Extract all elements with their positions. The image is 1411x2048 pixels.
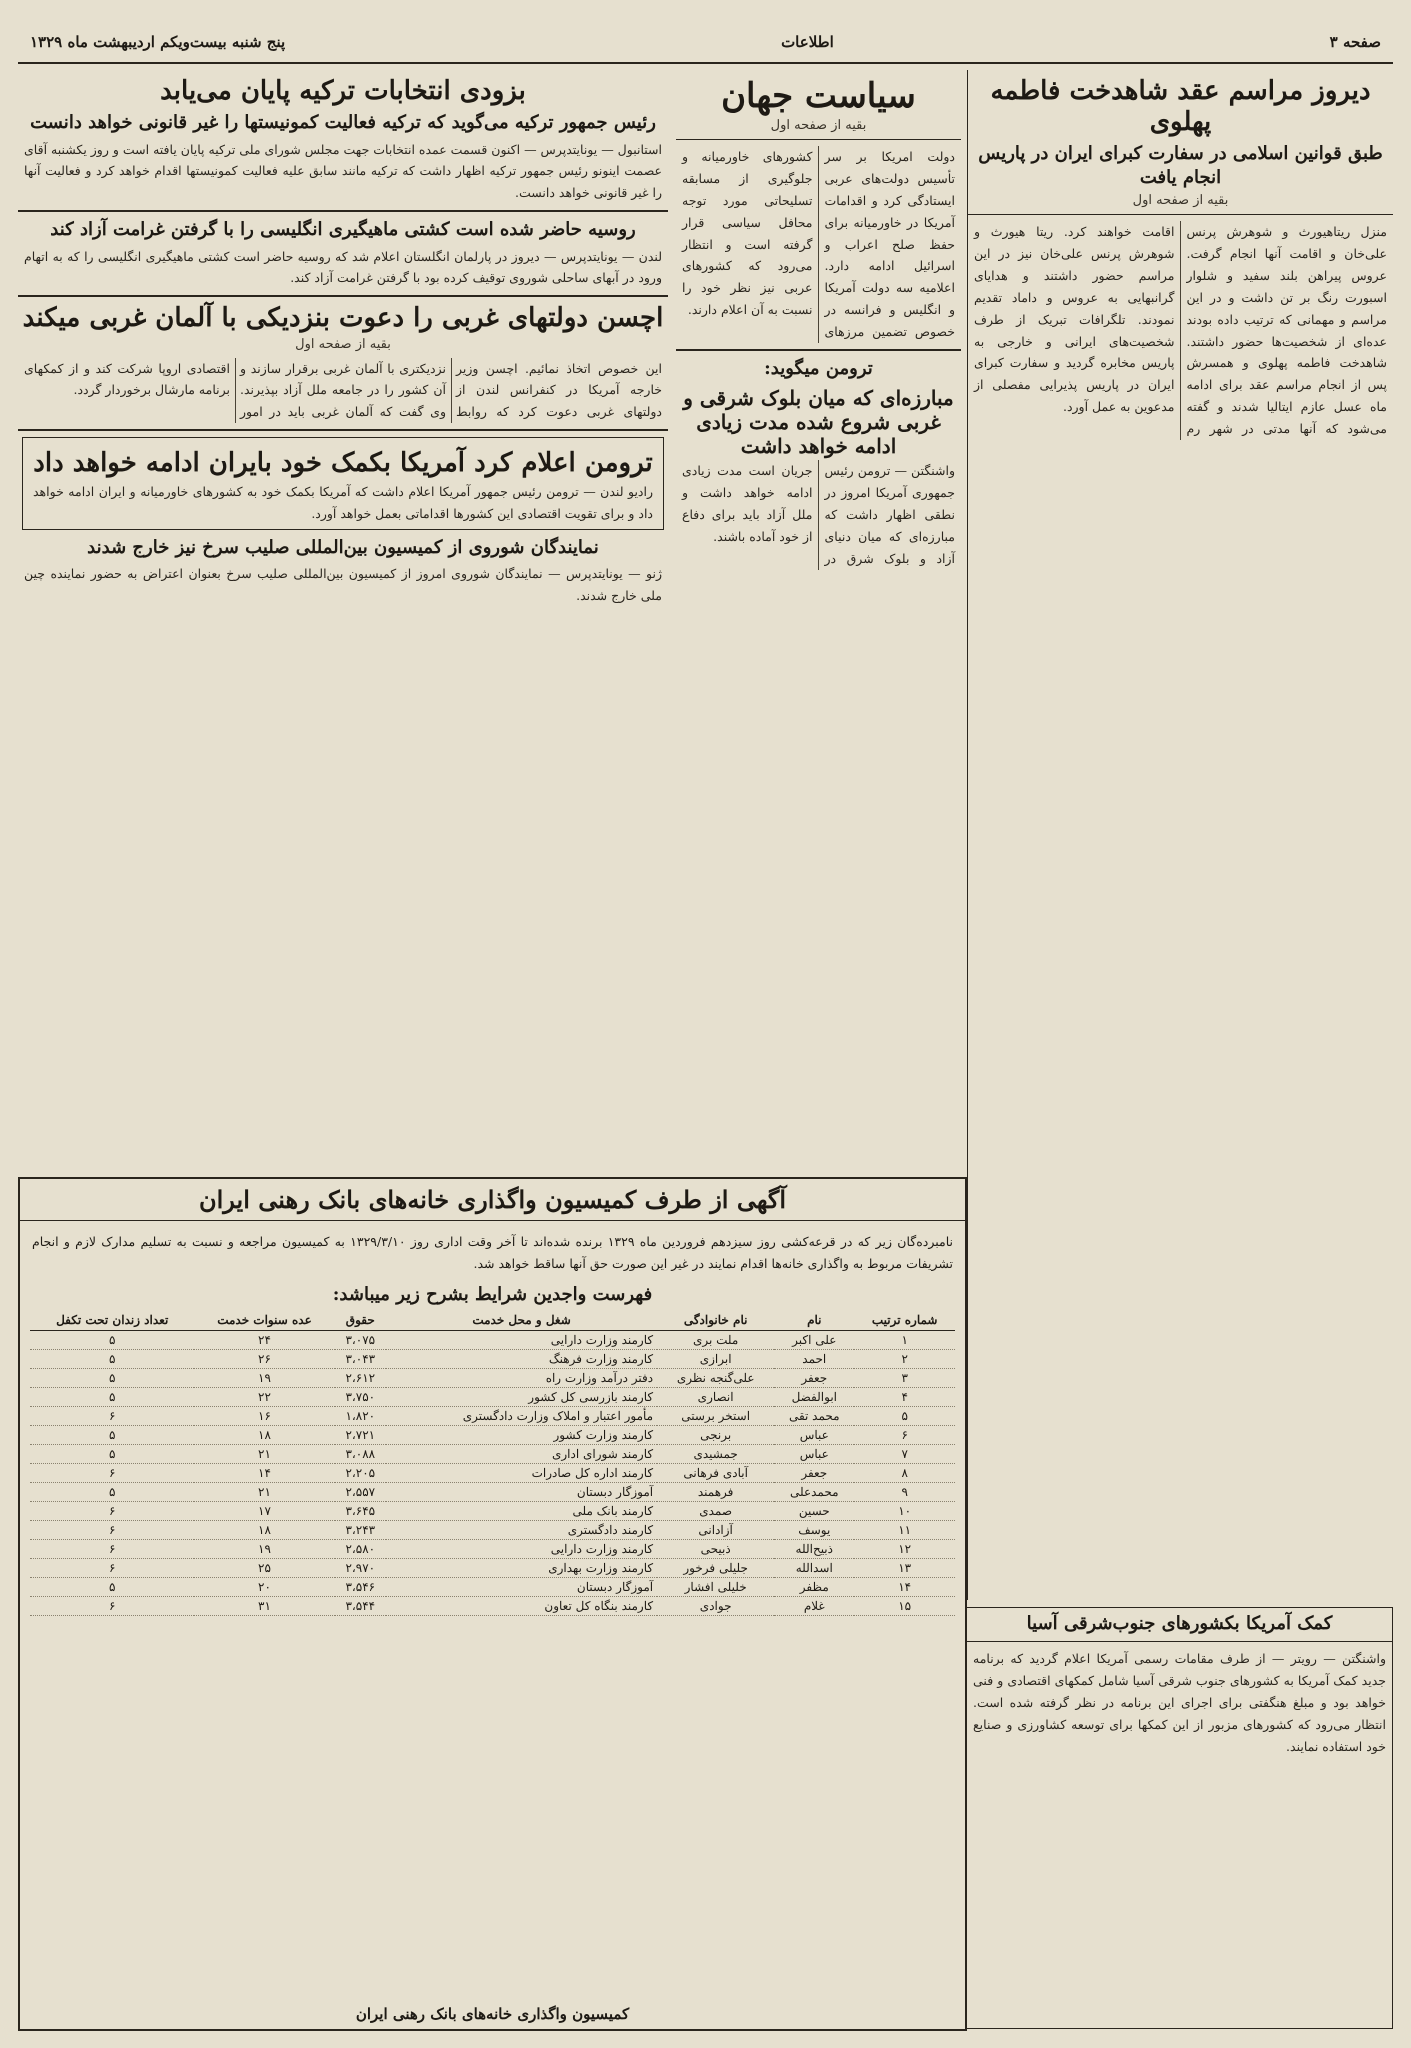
table-cell: کارمند وزارت فرهنگ (386, 1350, 657, 1369)
col-header: شماره ترتیب (854, 1310, 955, 1331)
table-cell: کارمند بنگاه کل تعاون (386, 1597, 657, 1616)
table-cell: ابوالفضل (774, 1388, 854, 1407)
table-cell: کارمند وزارت دارایی (386, 1331, 657, 1350)
middle-column (676, 70, 961, 950)
table-cell: ۳،۵۴۶ (335, 1578, 386, 1597)
table-cell: صمدی (657, 1502, 774, 1521)
table-row (30, 1388, 955, 1407)
continued-note: بقیه از صفحه اول (1132, 193, 1229, 209)
table-cell: محمد تقی (774, 1407, 854, 1426)
table-cell: ۲،۹۷۰ (335, 1559, 386, 1578)
table-cell: انصاری (657, 1388, 774, 1407)
table-cell: ابرازی (657, 1350, 774, 1369)
table-cell: ۲۴ (194, 1331, 334, 1350)
truman-iran-body: رادیو لندن — ترومن رئیس جمهور آمریکا اعلام داشت که آمریکا بکمک خود به کشورهای خاورمیانه و ایران ادامه خواهد داد و برای تقویت اقتصادی این کشورها اقداماتی بعمل خواهد آورد. (33, 484, 653, 522)
turkey-headline: بزودی انتخابات ترکیه پایان می‌یابد (160, 76, 526, 106)
table-cell: علی‌گنجه نظری (657, 1369, 774, 1388)
table-cell: ۱۱ (854, 1521, 955, 1540)
table-cell: ۵ (30, 1331, 194, 1350)
table-cell: جمشیدی (657, 1445, 774, 1464)
table-cell: ۱۰ (854, 1502, 955, 1521)
table-cell: ۹ (854, 1483, 955, 1502)
wedding-headline: دیروز مراسم عقد شاهدخت فاطمه پهلوی (990, 76, 1371, 138)
table-cell: عباس (774, 1426, 854, 1445)
table-row (30, 1369, 955, 1388)
table-cell: ۲،۵۵۷ (335, 1483, 386, 1502)
table-cell: جلیلی فرخور (657, 1559, 774, 1578)
table-row (30, 1445, 955, 1464)
table-cell: ذبیحی (657, 1540, 774, 1559)
truman-iran-box (22, 437, 664, 530)
ad-text: نامبرده‌گان زیر که در قرعه‌کشی روز سیزدهم فروردین ماه ۱۳۲۹ برنده شده‌اند تا آخر وقت اداری روز ۱۳۲۹/۳/۱۰ به کمیسیون مراجعه و نسبت به تسلیم مدارک لازم و انجام تشریفات مربوط به واگذاری خانه‌ها اقدام نمایند در غیر این صورت حق آنها ساقط خواهد شد. (32, 1234, 953, 1271)
truman-iran-headline: ترومن اعلام کرد آمریکا بکمک خود بایران ادامه خواهد داد (33, 448, 653, 479)
table-cell: خلیلی افشار (657, 1578, 774, 1597)
col-header: نام خانوادگی (657, 1310, 774, 1331)
table-cell: ۲۲ (194, 1388, 334, 1407)
asia-aid-body: واشنگتن — رویتر — از طرف مقامات رسمی آمریکا اعلام گردید که برنامه جدید کمک آمریکا به کشورهای جنوب شرقی آسیا شامل کمکهای اقتصادی و فنی خواهد بود و مبلغ هنگفتی برای اجرای این برنامه در نظر گرفته شده است. انتظار می‌رود که کشورهای مزبور از این کمکها برای توسعه کشاورزی و صنایع خود استفاده نمایند. (973, 1651, 1386, 1754)
right-column (967, 70, 1393, 1600)
table-row (30, 1578, 955, 1597)
table-cell: ۶ (30, 1521, 194, 1540)
table-cell: احمد (774, 1350, 854, 1369)
table-cell: ۶ (30, 1407, 194, 1426)
eligible-list-table (30, 1310, 955, 1616)
table-cell: کارمند شورای اداری (386, 1445, 657, 1464)
table-cell: ۷ (854, 1445, 955, 1464)
table-cell: ۶ (30, 1464, 194, 1483)
table-cell: ۲ (854, 1350, 955, 1369)
table-cell: ۱۹ (194, 1540, 334, 1559)
table-cell: ملت بری (657, 1331, 774, 1350)
table-cell: محمدعلی (774, 1483, 854, 1502)
table-row (30, 1331, 955, 1350)
table-cell: مأمور اعتبار و املاک وزارت دادگستری (386, 1407, 657, 1426)
table-cell: جعفر (774, 1464, 854, 1483)
table-row (30, 1597, 955, 1616)
table-cell: ۲،۶۱۲ (335, 1369, 386, 1388)
table-cell: فرهمند (657, 1483, 774, 1502)
table-cell: کارمند اداره کل صادرات (386, 1464, 657, 1483)
table-cell: ۳ (854, 1369, 955, 1388)
table-row (30, 1559, 955, 1578)
continued-note: بقیه از صفحه اول (770, 118, 867, 133)
table-cell: کارمند بازرسی کل کشور (386, 1388, 657, 1407)
table-cell: ۲۵ (194, 1559, 334, 1578)
table-cell: آبادی فرهانی (657, 1464, 774, 1483)
table-row (30, 1540, 955, 1559)
table-cell: ذبیح‌الله (774, 1540, 854, 1559)
table-cell: ۱۵ (854, 1597, 955, 1616)
table-cell: ۱۸ (194, 1521, 334, 1540)
table-cell: مظفر (774, 1578, 854, 1597)
table-cell: ۳،۲۴۳ (335, 1521, 386, 1540)
table-cell: ۵ (30, 1445, 194, 1464)
asia-aid-box (966, 1607, 1393, 2029)
table-cell: ۲،۵۸۰ (335, 1540, 386, 1559)
table-cell: ۳،۰۷۵ (335, 1331, 386, 1350)
truman-headline: مبارزه‌ای که میان بلوک شرقی و غربی شروع شده مدت زیادی ادامه خواهد داشت (683, 386, 954, 459)
newspaper-page (18, 22, 1393, 2032)
table-cell: عباس (774, 1445, 854, 1464)
table-cell: ۴ (854, 1388, 955, 1407)
table-cell: کارمند وزارت بهداری (386, 1559, 657, 1578)
table-cell: ۳،۰۸۸ (335, 1445, 386, 1464)
table-row (30, 1483, 955, 1502)
table-cell: ۱۸ (194, 1426, 334, 1445)
world-politics-body: دولت امریکا بر سر تأسیس دولت‌های عربی ایستادگی کرد و اقدامات آمریکا در خاورمیانه برای حفظ صلح اعراب و اسرائیل ادامه دارد. اعلامیه سه دولت آمریکا و انگلیس و فرانسه در خصوص تضمین مرزهای کشورهای خاورمیانه و جلوگیری از مسابقه تسلیحاتی مورد توجه محافل سیاسی قرار گرفته است و انتظار می‌رود که کشورهای عربی نیز نظر خود را نسبت به آن اعلام دارند. (682, 149, 955, 339)
table-cell: ۵ (30, 1350, 194, 1369)
ad-list-title: فهرست واجدین شرایط بشرح زیر میباشد: (332, 1283, 653, 1305)
table-cell: ۲۰ (194, 1578, 334, 1597)
table-cell: ۸ (854, 1464, 955, 1483)
left-column (18, 70, 668, 1000)
ad-title: آگهی از طرف کمیسیون واگذاری خانه‌های بانک رهنی ایران (20, 1185, 965, 1221)
acheson-headline: اچسن دولتهای غربی را دعوت بنزدیکی با آلمان غربی میکند (22, 303, 664, 334)
table-cell: اسدالله (774, 1559, 854, 1578)
col-header: شغل و محل خدمت (386, 1310, 657, 1331)
col-header: حقوق (335, 1310, 386, 1331)
table-cell: علی اکبر (774, 1331, 854, 1350)
table-header-row (30, 1310, 955, 1331)
table-cell: ۳،۰۴۳ (335, 1350, 386, 1369)
col-header: عده‌ سنوات خدمت (194, 1310, 334, 1331)
table-cell: کارمند وزارت دارایی (386, 1540, 657, 1559)
table-cell: آموزگار دبستان (386, 1578, 657, 1597)
table-cell: کارمند بانک ملی (386, 1502, 657, 1521)
table-row (30, 1426, 955, 1445)
table-cell: ۶ (30, 1502, 194, 1521)
table-cell: ۱۴ (194, 1464, 334, 1483)
table-cell: دفتر درآمد وزارت راه (386, 1369, 657, 1388)
table-cell: ۳۱ (194, 1597, 334, 1616)
table-cell: ۲۱ (194, 1445, 334, 1464)
newspaper-name: اطلاعات (781, 33, 834, 51)
col-header: تعداد زندان تحت تکفل (30, 1310, 194, 1331)
table-cell: ۳،۷۵۰ (335, 1388, 386, 1407)
table-cell: کارمند دادگستری (386, 1521, 657, 1540)
table-cell: غلام (774, 1597, 854, 1616)
mortgage-bank-advertisement (18, 1177, 967, 2031)
table-cell: ۲۶ (194, 1350, 334, 1369)
table-cell: ۵ (30, 1369, 194, 1388)
table-row (30, 1350, 955, 1369)
turkey-body: استانبول — یونایتدپرس — اکنون قسمت عمده انتخابات جهت مجلس شورای ملی ترکیه پایان یافته است و روز یکشنبه آقای عصمت اینونو رئیس جمهور ترکیه اظهار داشت که ترکیه مانند سابق علیه فعالیت کمونیستها اقدام خواهد کرد و فعالیت آنها را غیر قانونی خواهد دانست. (24, 141, 662, 201)
table-cell: ۶ (30, 1597, 194, 1616)
table-cell: ۱،۸۲۰ (335, 1407, 386, 1426)
table-cell: ۲۱ (194, 1483, 334, 1502)
ad-footer: کمیسیون واگذاری خانه‌های بانک رهنی ایران (355, 2005, 630, 2023)
red-cross-headline: نمایندگان شوروی از کمیسیون بین‌المللی صلیب سرخ نیز خارج شدند (87, 537, 599, 559)
table-cell: ۵ (30, 1388, 194, 1407)
table-cell: ۱۹ (194, 1369, 334, 1388)
fishing-ship-body: لندن — یونایتدپرس — دیروز در پارلمان انگلستان اعلام شد که روسیه حاضر است کشتی ماهیگیری انگلیسی را که به اتهام ورود در آبهای ساحلی شوروی توقیف کرده بود با گرفتن غرامت آزاد کند. (24, 248, 662, 286)
fishing-ship-headline: روسیه حاضر شده است کشتی ماهیگیری انگلیسی را با گرفتن غرامت آزاد کند (50, 219, 636, 241)
table-cell: استخر برستی (657, 1407, 774, 1426)
table-cell: ۱ (854, 1331, 955, 1350)
table-cell: ۱۴ (854, 1578, 955, 1597)
table-cell: آزادانی (657, 1521, 774, 1540)
continued-note: بقیه از صفحه اول (295, 336, 391, 352)
table-cell: جعفر (774, 1369, 854, 1388)
table-cell: کارمند وزارت کشور (386, 1426, 657, 1445)
table-cell: یوسف (774, 1521, 854, 1540)
table-cell: ۵ (30, 1426, 194, 1445)
table-cell: آموزگار دبستان (386, 1483, 657, 1502)
table-row (30, 1502, 955, 1521)
table-row (30, 1464, 955, 1483)
truman-body: واشنگتن — ترومن رئیس جمهوری آمریکا امروز در نطقی اظهار داشت که مبارزه‌ای که میان دنیای آزاد و بلوک شرق در جریان است مدت زیادی ادامه خواهد داشت و ملل آزاد باید برای دفاع از خود آماده باشند. (682, 463, 955, 566)
table-cell: ۶ (30, 1559, 194, 1578)
turkey-subheadline: رئیس جمهور ترکیه می‌گوید که ترکیه فعالیت کمونیستها را غیر قانونی خواهد دانست (30, 112, 656, 134)
col-header: نام (774, 1310, 854, 1331)
wedding-subheadline: طبق قوانین اسلامی در سفارت کبرای ایران در پاریس انجام یافت (978, 143, 1383, 188)
table-cell: ۶ (30, 1540, 194, 1559)
table-cell: ۶ (854, 1426, 955, 1445)
acheson-body: این خصوص اتخاذ نمائیم. اچسن وزیر خارجه آمریکا در کنفرانس لندن از دولتهای غربی دعوت کرد که روابط نزدیکتری با آلمان غربی برقرار سازند و آن کشور را در جامعه ملل آزاد بپذیرند. وی گفت که آلمان غربی باید در امور اقتصادی اروپا شرکت کند و از کمکهای برنامه مارشال برخوردار گردد. (24, 360, 662, 420)
table-cell: برنجی (657, 1426, 774, 1445)
world-politics-headline: سیاست جهان (721, 76, 916, 116)
table-cell: ۵ (854, 1407, 955, 1426)
truman-kicker: ترومن میگوید: (764, 357, 873, 379)
red-cross-body: ژنو — یونایتدپرس — نمایندگان شوروی امروز از کمیسیون بین‌المللی صلیب سرخ بعنوان اعتراض به حضور نماینده چین ملی خارج شدند. (24, 566, 662, 604)
table-cell: ۱۷ (194, 1502, 334, 1521)
table-cell: ۲،۷۲۱ (335, 1426, 386, 1445)
table-cell: ۵ (30, 1578, 194, 1597)
table-cell: ۱۲ (854, 1540, 955, 1559)
issue-date: پنج شنبه بیست‌ویکم اردیبهشت ماه ۱۳۲۹ (30, 33, 286, 51)
table-row (30, 1407, 955, 1426)
table-cell: ۱۳ (854, 1559, 955, 1578)
table-cell: جوادی (657, 1597, 774, 1616)
wedding-body: منزل ریتاهیورث و شوهرش پرنس علی‌خان و اقامت آنها انجام گرفت. عروس پیراهن بلند سفید و شلوار اسبورت رنگ بر تن داشت و در این مراسم و مهمانی که ترتیب داده بودند عده‌ای از شخصیت‌ها حضور داشتند. شاهدخت فاطمه پهلوی و همسرش پس از انجام مراسم عقد برای ادامه ماه عسل عازم ایتالیا شدند و گفته می‌شود که آنها مدتی در شهر رم اقامت خواهند کرد. ریتا هیورث و شوهرش پرنس علی‌خان نیز در این مراسم حضور داشتند و هدایای گرانبهایی به عروس و داماد تقدیم نمودند. تلگرافات تبریک از طرف شخصیت‌های ایرانی و خارجی به پاریس مخابره گردید و سفارت کبرای ایران در پاریس پذیرایی مفصلی از مدعوین به عمل آورد. (974, 224, 1387, 437)
table-cell: ۵ (30, 1483, 194, 1502)
table-cell: ۱۶ (194, 1407, 334, 1426)
table-cell: ۳،۵۴۴ (335, 1597, 386, 1616)
table-cell: ۲،۲۰۵ (335, 1464, 386, 1483)
table-cell: حسین (774, 1502, 854, 1521)
table-row (30, 1521, 955, 1540)
table-cell: ۳،۶۴۵ (335, 1502, 386, 1521)
page-number: صفحه ۳ (1329, 33, 1381, 51)
asia-aid-headline: کمک آمریکا بکشورهای جنوب‌شرقی آسیا (1026, 1613, 1333, 1634)
page-header (18, 22, 1393, 64)
